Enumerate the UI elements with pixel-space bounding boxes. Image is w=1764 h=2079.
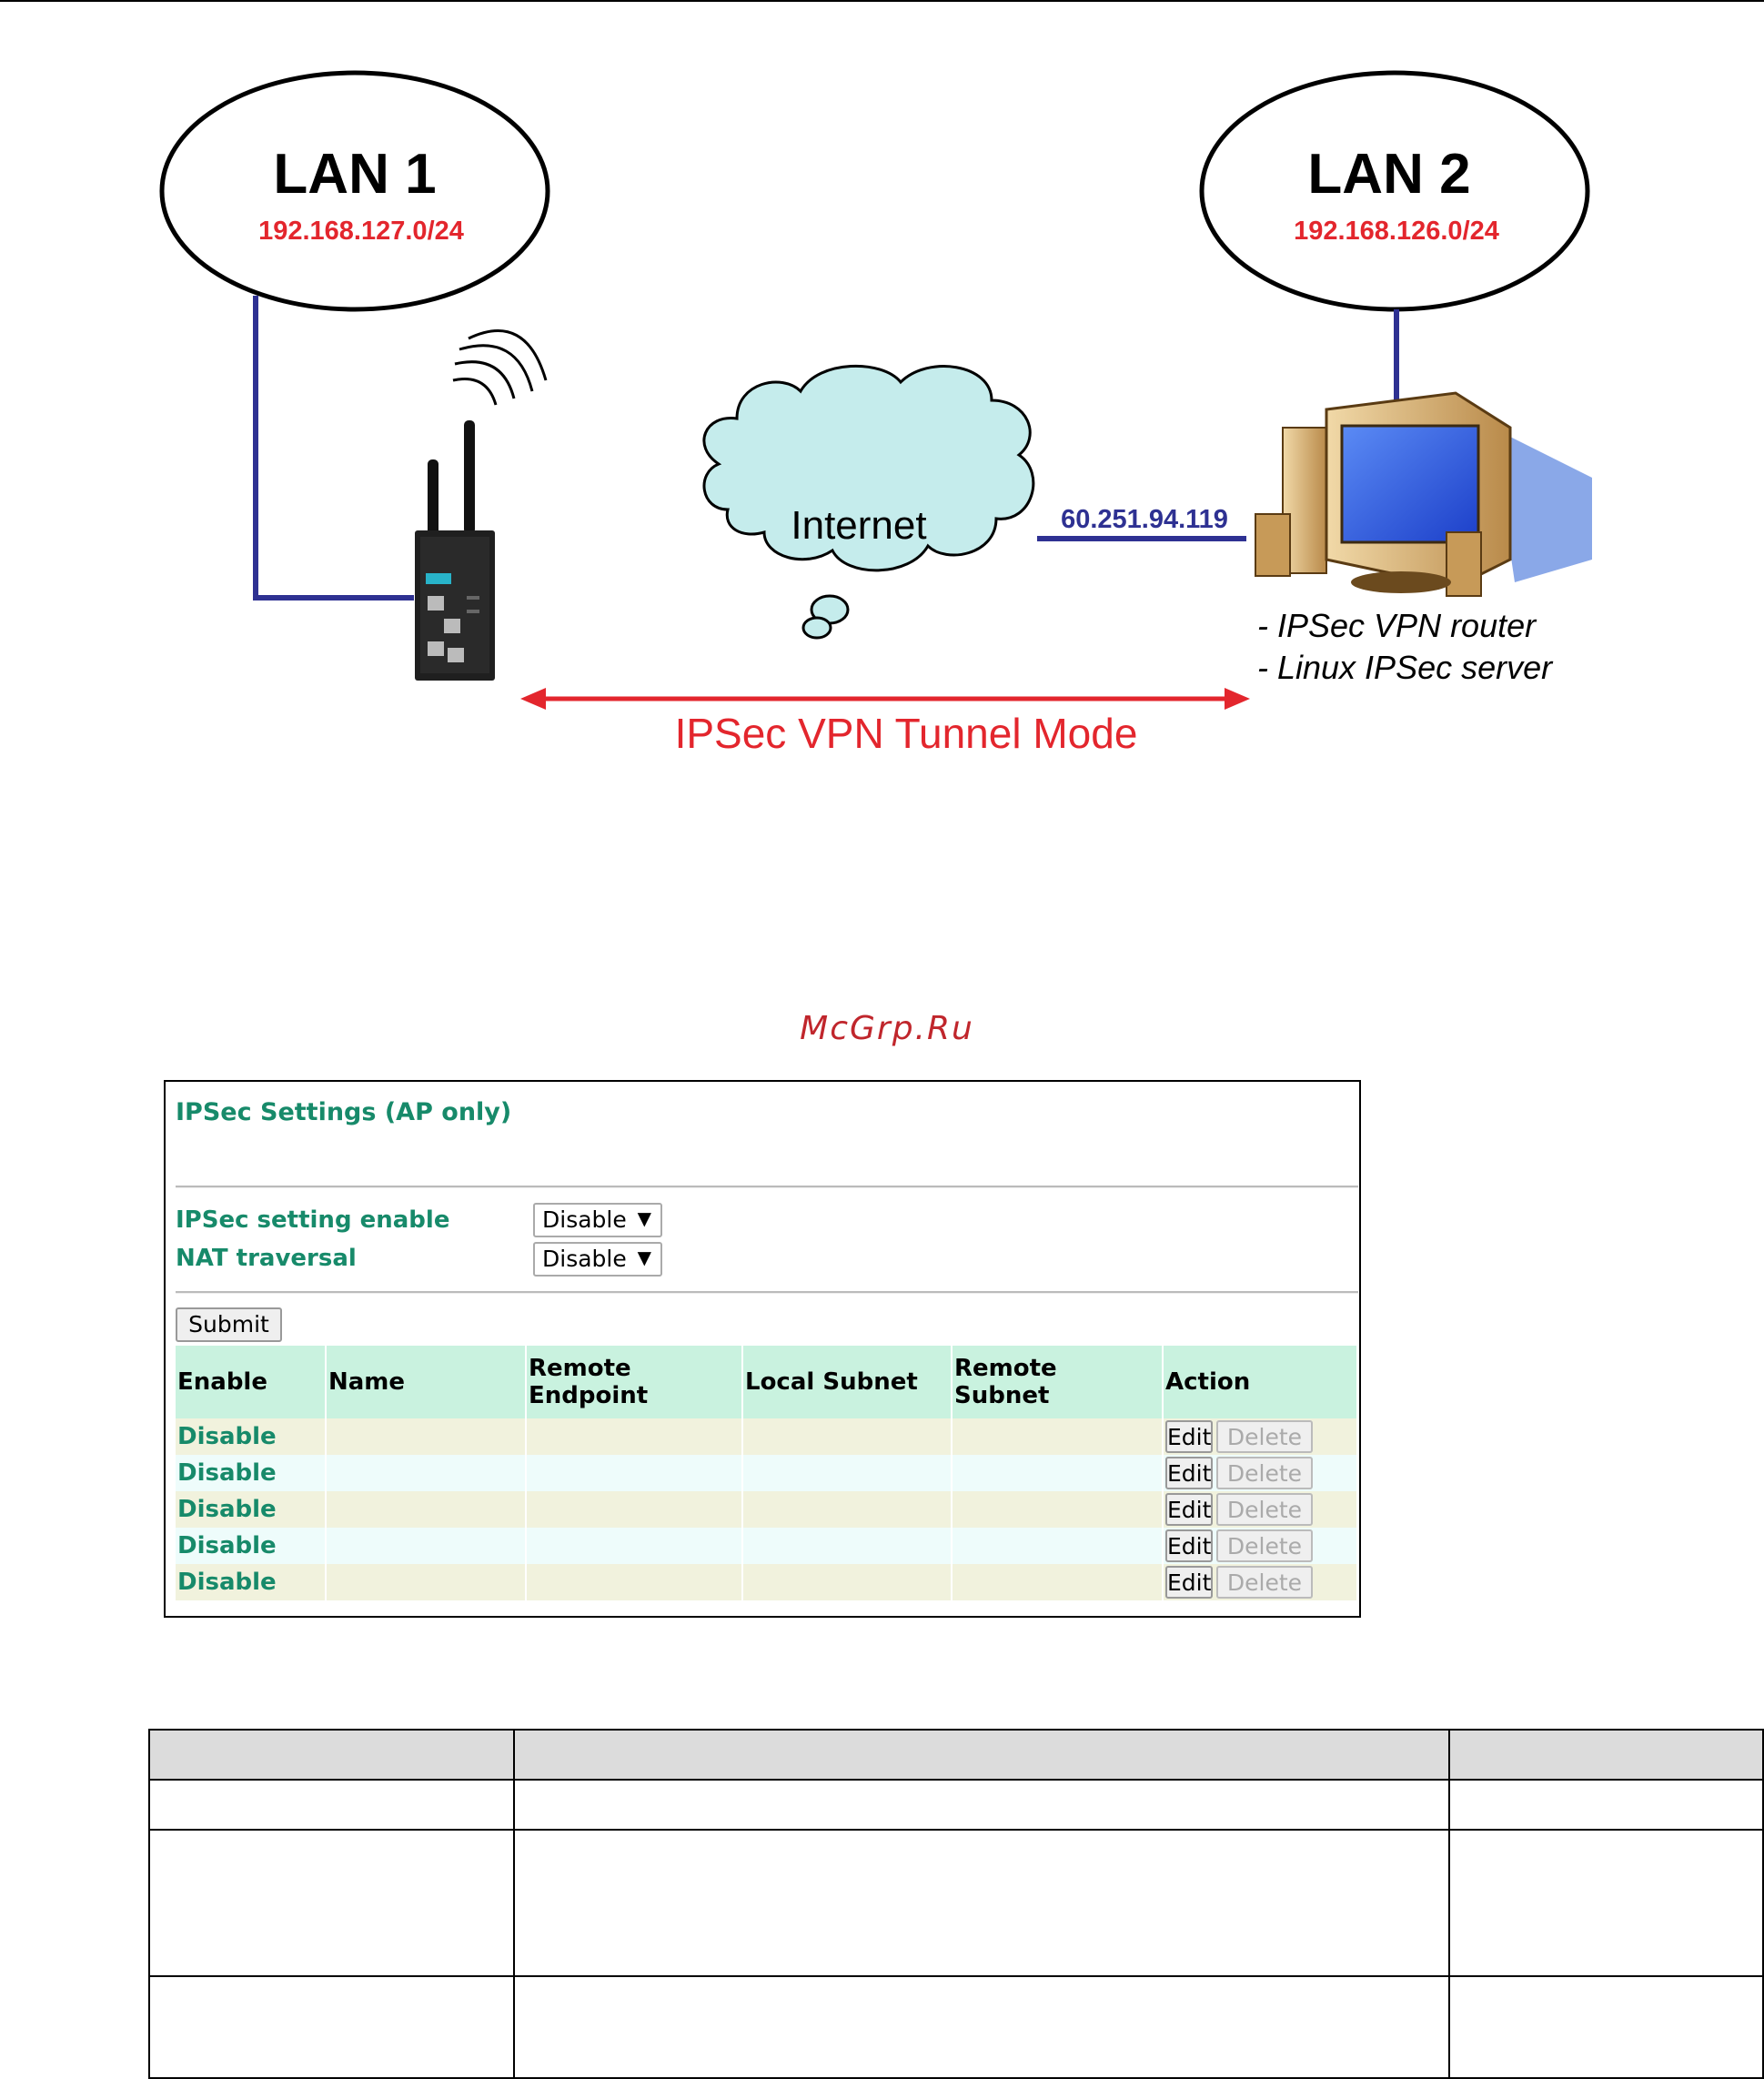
edit-button[interactable]: Edit [1165, 1420, 1213, 1453]
col-remote-subnet: Remote Subnet [952, 1346, 1163, 1418]
delete-button[interactable]: Delete [1216, 1529, 1313, 1562]
table-cell [149, 1976, 514, 2078]
cell-enable: Disable [176, 1564, 326, 1600]
ipsec-settings-panel [164, 1080, 1361, 1618]
computer-icon [1255, 393, 1592, 596]
table-cell [149, 1730, 514, 1780]
server-note-1: - IPSec VPN router [1257, 607, 1537, 644]
table-row [176, 1564, 1357, 1600]
table-cell [149, 1780, 514, 1830]
cell-remote-endpoint [526, 1455, 742, 1491]
table-cell [514, 1730, 1449, 1780]
cell-remote-endpoint [526, 1528, 742, 1564]
cell-enable: Disable [176, 1455, 326, 1491]
cell-local-subnet [742, 1564, 952, 1600]
table-row [176, 1418, 1357, 1455]
cell-name [326, 1564, 526, 1600]
delete-button[interactable]: Delete [1216, 1420, 1313, 1453]
panel-title: IPSec Settings (AP only) [176, 1098, 512, 1126]
cell-action [1163, 1528, 1357, 1564]
ipsec-enable-value: Disable [542, 1206, 627, 1233]
server-note-2: - Linux IPSec server [1257, 649, 1553, 686]
cell-local-subnet [742, 1491, 952, 1528]
router-icon [415, 420, 495, 681]
delete-button[interactable]: Delete [1216, 1457, 1313, 1489]
lan2-title: LAN 2 [1307, 143, 1471, 206]
remote-ip-label: 60.251.94.119 [1061, 505, 1228, 534]
tunnel-label: IPSec VPN Tunnel Mode [674, 710, 1138, 757]
ipsec-tunnel-table [176, 1346, 1358, 1600]
nat-traversal-value: Disable [542, 1246, 627, 1272]
lan1-link [256, 296, 414, 598]
nat-traversal-label: NAT traversal [176, 1245, 357, 1272]
table-cell [514, 1830, 1449, 1976]
parameter-table [148, 1729, 1764, 2079]
network-diagram [0, 0, 1764, 1019]
cell-local-subnet [742, 1528, 952, 1564]
cell-action [1163, 1491, 1357, 1528]
dropdown-arrow-icon: ▼ [637, 1246, 651, 1268]
submit-button[interactable]: Submit [176, 1307, 282, 1342]
cell-name [326, 1455, 526, 1491]
table-cell [1449, 1730, 1763, 1780]
dropdown-arrow-icon: ▼ [637, 1207, 651, 1229]
col-remote-endpoint: Remote Endpoint [526, 1346, 742, 1418]
table-cell [1449, 1780, 1763, 1830]
cell-local-subnet [742, 1418, 952, 1455]
divider [176, 1291, 1358, 1294]
cell-remote-subnet [952, 1564, 1163, 1600]
delete-button[interactable]: Delete [1216, 1566, 1313, 1599]
table-cell [514, 1780, 1449, 1830]
ipsec-enable-select[interactable] [533, 1203, 662, 1237]
cell-remote-subnet [952, 1528, 1163, 1564]
cell-name [326, 1418, 526, 1455]
cell-enable: Disable [176, 1418, 326, 1455]
internet-cloud [704, 366, 1033, 638]
cell-remote-endpoint [526, 1418, 742, 1455]
cell-remote-endpoint [526, 1491, 742, 1528]
cell-remote-subnet [952, 1455, 1163, 1491]
cell-action [1163, 1418, 1357, 1455]
watermark: McGrp.Ru [800, 1010, 974, 1047]
table-row [176, 1491, 1357, 1528]
cell-enable: Disable [176, 1528, 326, 1564]
table-row [176, 1528, 1357, 1564]
edit-button[interactable]: Edit [1165, 1566, 1213, 1599]
table-cell [149, 1830, 514, 1976]
cell-name [326, 1491, 526, 1528]
cell-local-subnet [742, 1455, 952, 1491]
wireless-signal-icon [453, 331, 546, 405]
cell-remote-endpoint [526, 1564, 742, 1600]
nat-traversal-select[interactable] [533, 1242, 662, 1277]
cell-action [1163, 1564, 1357, 1600]
edit-button[interactable]: Edit [1165, 1529, 1213, 1562]
col-enable: Enable [176, 1346, 326, 1418]
edit-button[interactable]: Edit [1165, 1493, 1213, 1526]
cell-enable: Disable [176, 1491, 326, 1528]
cell-name [326, 1528, 526, 1564]
col-action: Action [1163, 1346, 1357, 1418]
edit-button[interactable]: Edit [1165, 1457, 1213, 1489]
table-row [176, 1455, 1357, 1491]
internet-label: Internet [791, 503, 927, 548]
cell-action [1163, 1455, 1357, 1491]
cell-remote-subnet [952, 1418, 1163, 1455]
tunnel-arrow [520, 688, 1250, 710]
table-cell [514, 1976, 1449, 2078]
delete-button[interactable]: Delete [1216, 1493, 1313, 1526]
lan2-subnet: 192.168.126.0/24 [1294, 217, 1499, 246]
lan1-subnet: 192.168.127.0/24 [258, 217, 464, 246]
col-name: Name [326, 1346, 526, 1418]
table-cell [1449, 1976, 1763, 2078]
cell-remote-subnet [952, 1491, 1163, 1528]
table-cell [1449, 1830, 1763, 1976]
ipsec-enable-label: IPSec setting enable [176, 1206, 450, 1234]
lan1-title: LAN 1 [273, 143, 437, 206]
divider [176, 1186, 1358, 1188]
col-local-subnet: Local Subnet [742, 1346, 952, 1418]
